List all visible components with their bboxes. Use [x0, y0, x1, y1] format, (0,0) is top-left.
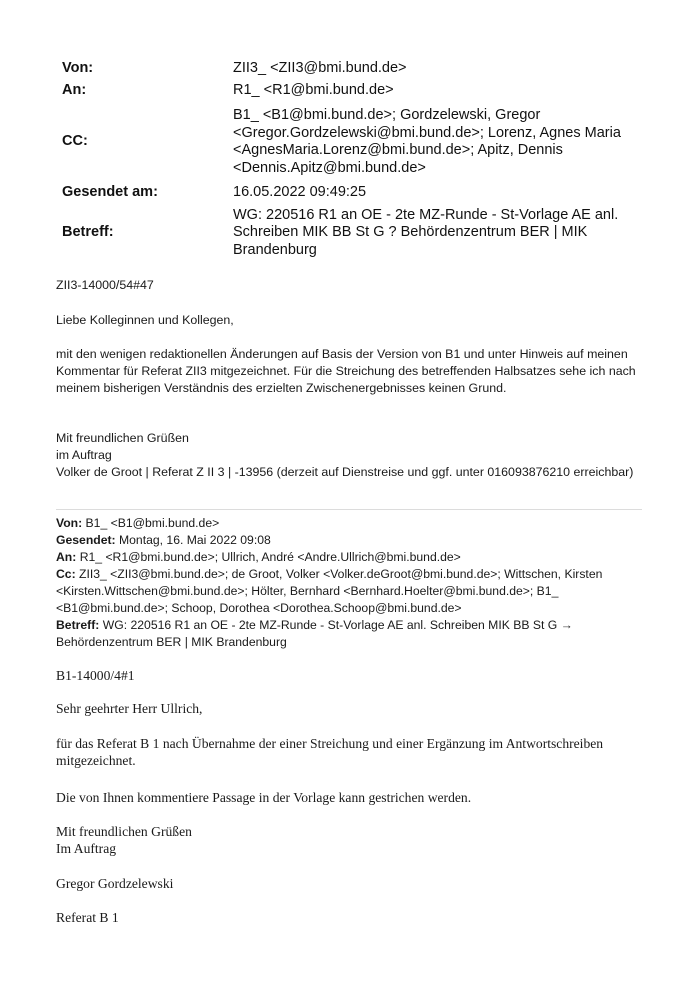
subject-line: Brandenburg [233, 241, 317, 258]
quoted-paragraph-line: mitgezeichnet. [56, 753, 136, 768]
quoted-paragraph-1 [56, 735, 656, 769]
quoted-from [56, 515, 656, 532]
quoted-subject-label: Betreff: [56, 618, 100, 632]
quoted-header [56, 515, 656, 651]
quoted-divider [56, 509, 642, 510]
quoted-subject-value: WG: 220516 R1 an OE - 2te MZ-Runde - St-Vorlage AE anl. Schreiben MIK BB St G → [99, 618, 573, 632]
paragraph-line: Kommentar für Referat ZII3 mitgezeichnet. Für die Streichung des betreffenden Halbsatzes sehe ich nach [56, 364, 636, 378]
message-reference: ZII3-14000/54#47 [56, 278, 154, 292]
header-row-from [62, 58, 662, 80]
quoted-paragraph-2: Die von Ihnen kommentiere Passage in der Vorlage kann gestrichen werden. [56, 790, 472, 805]
quoted-cc-line: <Kirsten.Wittschen@bmi.bund.de>; Hölter, Bernhard <Bernhard.Hoelter@bmi.bund.de>; B1_ [56, 584, 559, 598]
quoted-sent-label: Gesendet: [56, 533, 116, 547]
subject-line: WG: 220516 R1 an OE - 2te MZ-Runde - St-Vorlage AE anl. [233, 206, 619, 223]
paragraph-line: meinem bisherigen Verständnis des erzielten Zwischenergebnisses keinen Grund. [56, 381, 507, 395]
from-value: ZII3_ <ZII3@bmi.bund.de> [233, 60, 407, 77]
quoted-closing: Mit freundlichen Grüßen [56, 824, 192, 839]
quoted-from-label: Von: [56, 516, 83, 530]
subject-label: Betreff: [62, 224, 114, 241]
quoted-greeting: Sehr geehrter Herr Ullrich, [56, 701, 203, 716]
email-header-table [62, 58, 662, 262]
quoted-cc-label: Cc: [56, 567, 76, 581]
quoted-cc [56, 566, 656, 583]
header-row-subject [62, 204, 662, 262]
cc-line: B1_ <B1@bmi.bund.de>; Gordzelewski, Gregor [233, 107, 541, 123]
header-row-sent [62, 182, 662, 204]
cc-value [233, 102, 662, 182]
quoted-closing-auftrag: Im Auftrag [56, 841, 117, 856]
quoted-subject-line: Behördenzentrum BER | MIK Brandenburg [56, 635, 287, 649]
header-row-to [62, 80, 662, 102]
quoted-subject [56, 617, 656, 634]
signature-line: Volker de Groot | Referat Z II 3 | -13956 (derzeit auf Dienstreise und ggf. unter 016093876210 erreichbar) [56, 465, 634, 479]
cc-line: <Gregor.Gordzelewski@bmi.bund.de>; Lorenz, Agnes Maria [233, 124, 621, 141]
cc-line: <Dennis.Apitz@bmi.bund.de> [233, 159, 426, 176]
cc-label: CC: [62, 133, 88, 150]
header-row-cc [62, 102, 662, 182]
to-label: An: [62, 82, 87, 99]
to-value: R1_ <R1@bmi.bund.de> [233, 82, 394, 99]
quoted-cc-line: <B1@bmi.bund.de>; Schoop, Dorothea <Dorothea.Schoop@bmi.bund.de> [56, 601, 462, 615]
quoted-reference: B1-14000/4#1 [56, 668, 135, 683]
quoted-to-label: An: [56, 550, 77, 564]
quoted-from-value: B1_ <B1@bmi.bund.de> [82, 516, 220, 530]
quoted-cc-value: ZII3_ <ZII3@bmi.bund.de>; de Groot, Volker <Volker.deGroot@bmi.bund.de>; Wittschen, Kirsten [75, 567, 603, 581]
message-greeting: Liebe Kolleginnen und Kollegen, [56, 313, 234, 327]
paragraph-line: mit den wenigen redaktionellen Änderungen auf Basis der Version von B1 und unter Hinweis auf meinen [56, 347, 628, 361]
sent-value: 16.05.2022 09:49:25 [233, 184, 367, 201]
cc-line: <AgnesMaria.Lorenz@bmi.bund.de>; Apitz, Dennis [233, 142, 563, 158]
subject-line: Schreiben MIK BB St G ? Behördenzentrum BER | MIK [233, 224, 588, 241]
from-label: Von: [62, 60, 94, 77]
quoted-sender-unit: Referat B 1 [56, 910, 119, 925]
quoted-sender-name: Gregor Gordzelewski [56, 876, 174, 891]
quoted-to-value: R1_ <R1@bmi.bund.de>; Ullrich, André <Andre.Ullrich@bmi.bund.de> [76, 550, 461, 564]
closing-auftrag: im Auftrag [56, 448, 112, 462]
subject-value [233, 204, 662, 262]
closing-text: Mit freundlichen Grüßen [56, 431, 189, 445]
quoted-closing-block [56, 823, 656, 857]
message-paragraph [56, 346, 656, 397]
message-signature-block [56, 430, 656, 481]
quoted-sent-value: Montag, 16. Mai 2022 09:08 [115, 533, 271, 547]
quoted-sent [56, 532, 656, 549]
quoted-paragraph-line: für das Referat B 1 nach Übernahme der einer Streichung und einer Ergänzung im Antwortschreiben [56, 736, 604, 751]
quoted-to [56, 549, 656, 566]
sent-label: Gesendet am: [62, 184, 158, 201]
